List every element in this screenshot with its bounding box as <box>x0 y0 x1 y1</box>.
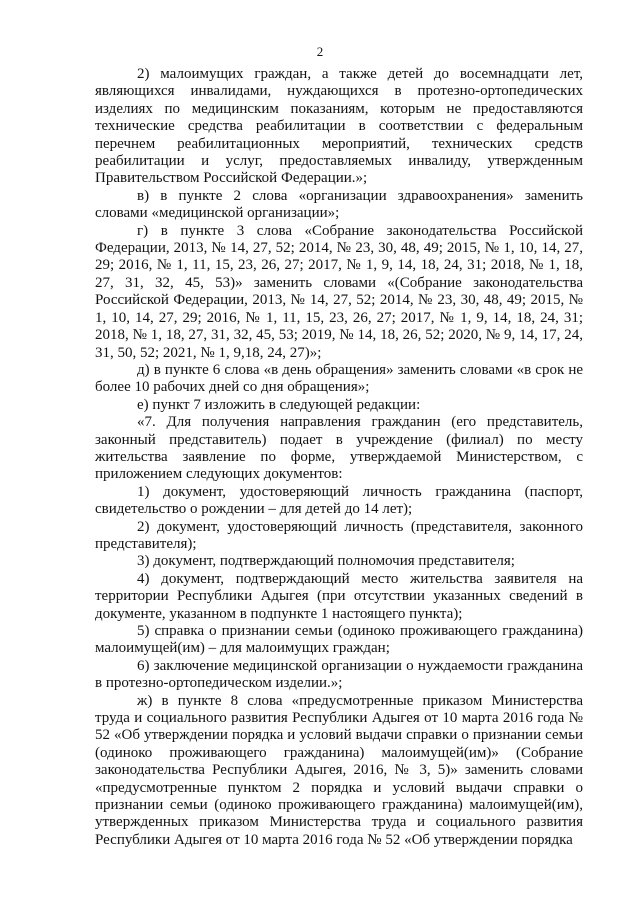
paragraph-amendment-e: е) пункт 7 изложить в следующей редакции: <box>137 396 421 413</box>
document-list-item-1: 1) документ, удостоверяющий личность гражданина (паспорт, свидетельство о рождении – для детей до 14 лет); <box>95 483 583 518</box>
document-list-item-4: 4) документ, подтверждающий место жительства заявителя на территории Республики Адыгея (при отсутствии указанных сведений в документе, указанном в подпункте 1 настоящего пункта); <box>95 570 583 622</box>
paragraph-amendment-v: в) в пункте 2 слова «организации здравоохранения» заменить словами «медицинской организации»; <box>95 187 583 222</box>
page-number: 2 <box>316 44 324 59</box>
paragraph-point-7: «7. Для получения направления гражданин (его представитель, законный представитель) подает в учреждение (филиал) по месту жительства заявление по форме, утверждаемой Министерством, с приложением следующих документов: <box>95 414 583 483</box>
document-body <box>95 66 583 849</box>
paragraph-amendment-zh: ж) в пункте 8 слова «предусмотренные приказом Министерства труда и социального развития Республики Адыгея от 10 марта 2016 года № 52 «Об утверждении порядка и условий выдачи справки о признании семьи (одиноко проживающего гражданина) малоимущей(им)» (Собрание законодательства Республики Адыгея, 2016, № 3, 5)» заменить словами «предусмотренные пунктом 2 порядка и условий выдачи справки о признании семьи (одиноко проживающего гражданина) малоимущей(им), утвержденных приказом Министерства труда и социального развития Республики Адыгея от 10 марта 2016 года № 52 «Об утверждении порядка <box>95 692 583 848</box>
paragraph-amendment-g: г) в пункте 3 слова «Собрание законодательства Российской Федерации, 2013, № 14, 27, 52; 2014, № 23, 30, 48, 49; 2015, № 1, 10, 14, 27, 29; 2016, № 1, 11, 15, 23, 26, 27; 2017, № 1, 9, 14, 18, 24, 31; 2018, № 1, 18, 27, 31, 32, 45, 53)» заменить словами «(Собрание законодательства Российской Федерации, 2013, № 14, 27, 52; 2014, № 23, 30, 48, 49; 2015, № 1, 10, 14, 27, 29; 2016, № 1, 11, 15, 23, 26, 27; 2017, № 1, 9, 14, 18, 24, 31; 2018, № 1, 18, 27, 31, 32, 45, 53; 2019, № 14, 18, 26, 52; 2020, № 9, 14, 17, 24, 31, 50, 52; 2021, № 1, 9,18, 24, 27)»; <box>95 222 583 361</box>
document-list-item-5: 5) справка о признании семьи (одиноко проживающего гражданина) малоимущей(им) – для малоимущих граждан; <box>95 623 583 657</box>
paragraph-amendment-d: д) в пункте 6 слова «в день обращения» заменить словами «в срок не более 10 рабочих дней со дня обращения»; <box>95 361 583 396</box>
document-list-item-6: 6) заключение медицинской организации о нуждаемости гражданина в протезно-ортопедическом изделии.»; <box>95 657 583 692</box>
document-list-item-3: 3) документ, подтверждающий полномочия представителя; <box>137 553 515 570</box>
document-list-item-2: 2) документ, удостоверяющий личность (представителя, законного представителя); <box>95 518 583 552</box>
paragraph-item-2-low-income: 2) малоимущих граждан, а также детей до восемнадцати лет, являющихся инвалидами, нуждающихся в протезно-ортопедических изделиях по медицинским показаниям, которым не предоставляются технические средства реабилитации в соответствии с федеральным перечнем реабилитационных мероприятий, технических средств реабилитации и услуг, предоставляемых инвалиду, утвержденным Правительством Российской Федерации.»; <box>95 66 583 187</box>
